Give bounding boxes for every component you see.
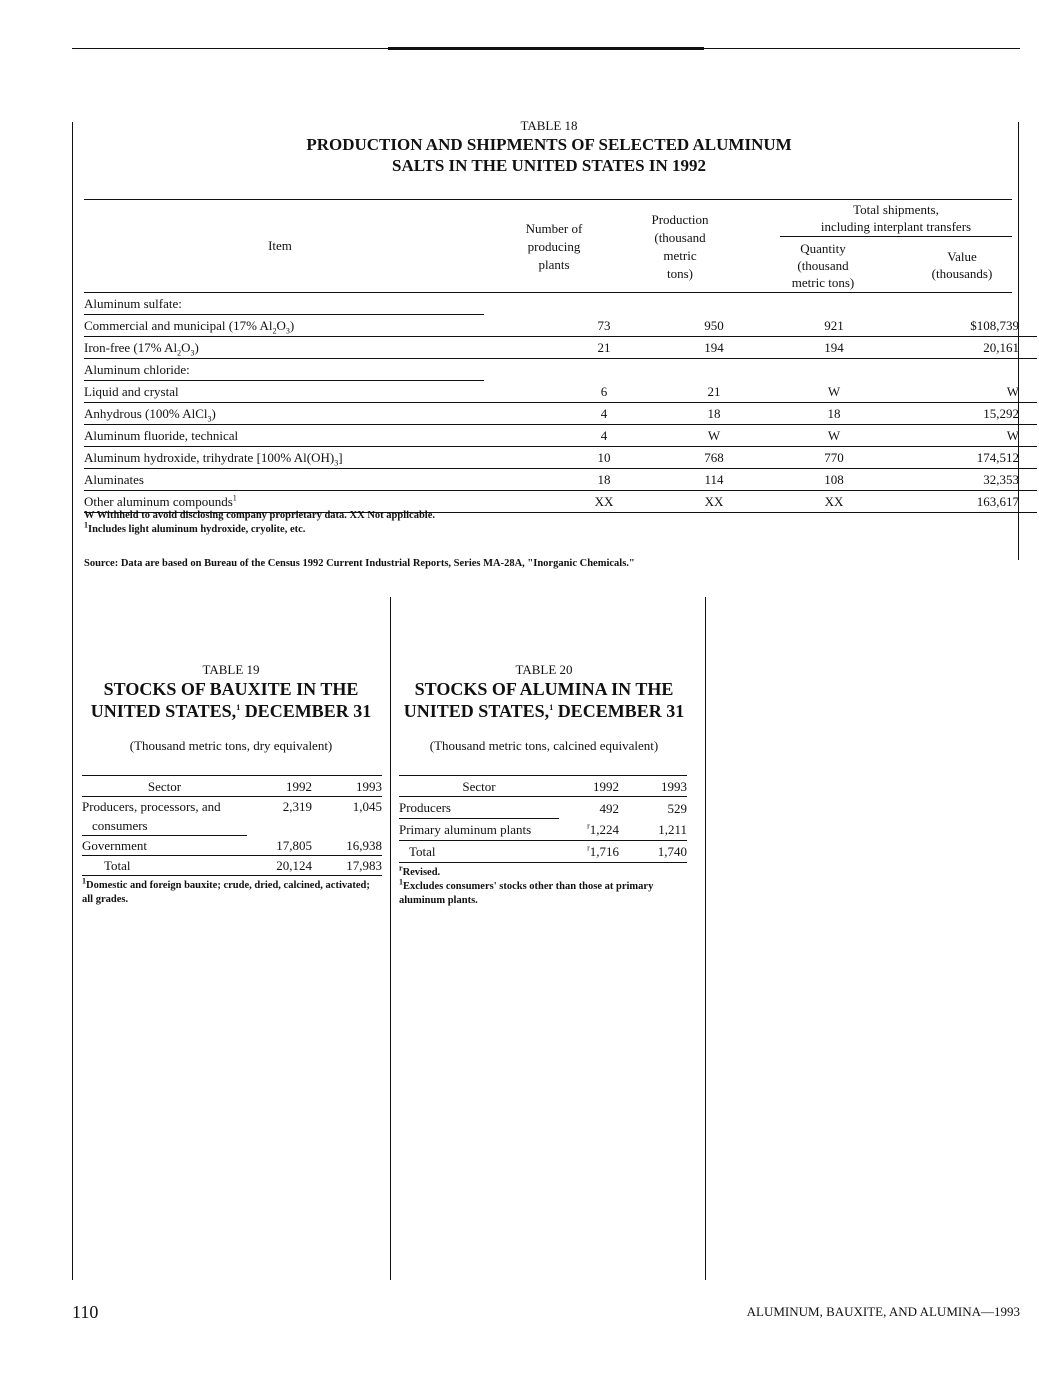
table-row: Total 20,124 17,983 — [82, 856, 382, 876]
table20-title-line1: STOCKS OF ALUMINA IN THE — [414, 679, 674, 699]
middle-column-rule-1 — [390, 597, 391, 1280]
table-row: Commercial and municipal (17% $Al_2O_3$) 73 950 921 $108,739 — [84, 315, 1037, 337]
running-footer: ALUMINUM, BAUXITE, AND ALUMINA—1993 — [746, 1304, 1020, 1319]
table-row: Aluminum hydroxide, trihydrate [100% $Al(OH)_3$] 10 768 770 174,512 — [84, 447, 1037, 469]
table20-table-wrap — [399, 775, 687, 908]
table18-footnote-1: W Withheld to avoid disclosing company proprietary data. XX Not applicable. — [84, 510, 436, 521]
table19-title-line1: STOCKS OF BAUXITE IN THE — [103, 679, 359, 699]
table-row: Aluminum sulfate: — [84, 293, 1037, 315]
table18-header-value: Value (thousands) — [931, 249, 993, 281]
table18-table — [84, 293, 1037, 513]
table18-header-shipments: Total shipments, including interplant transfers — [820, 202, 972, 234]
table-row: Liquid and crystal 6 21 W W — [84, 381, 1037, 403]
table19-table-wrap — [82, 775, 382, 907]
table18-footnote-2: $^1$Includes light aluminum hydroxide, cryolite, etc. — [84, 520, 306, 535]
table18-number: TABLE 18 — [520, 118, 578, 133]
table-row: Total $^r$1,716 1,740 — [399, 841, 687, 863]
table-row: Producers, processors, and consumers 2,319 1,045 — [82, 797, 382, 836]
table-row: Primary aluminum plants $^r$1,224 1,211 — [399, 819, 687, 841]
table20-footnote-revised: $^r$Revised. — [399, 863, 441, 878]
table18-header-plants: Number of producing plants — [525, 221, 583, 272]
table-row: Producers 492 529 — [399, 797, 687, 819]
table-row: Sector 1992 1993 — [399, 777, 687, 797]
table18-body — [84, 293, 1037, 513]
table18-header-item: Item — [268, 238, 292, 253]
table18-title-line2: SALTS IN THE UNITED STATES IN 1992 — [392, 156, 706, 175]
table18-shipments-rule — [780, 236, 1012, 237]
table18-block — [84, 118, 1014, 176]
top-rule-thick — [388, 47, 704, 50]
table20-title-line2: UNITED STATES,$^1$ DECEMBER 31 — [403, 701, 685, 721]
table-row: Aluminum fluoride, technical 4 W W W — [84, 425, 1037, 447]
table18-source: Source: Data are based on Bureau of the Census 1992 Current Industrial Reports, Series MA-28A, "Inorganic Chemicals." — [84, 558, 635, 569]
table18-header-top-rule — [84, 199, 1012, 200]
table19-number: TABLE 19 — [202, 662, 260, 677]
table19-footnote: $^1$Domestic and foreign bauxite; crude, dried, calcined, activated; all grades. — [82, 876, 370, 905]
table-row: Government 17,805 16,938 — [82, 836, 382, 856]
table20-footnote: $^1$Excludes consumers' stocks other than those at primary aluminum plants. — [399, 877, 654, 906]
table-row: Anhydrous (100% AlCl$_3$) 4 18 18 15,292 — [84, 403, 1037, 425]
table20-number: TABLE 20 — [515, 662, 573, 677]
table18-title-line1: PRODUCTION AND SHIPMENTS OF SELECTED ALUMINUM — [306, 135, 792, 154]
page-number: 110 — [72, 1302, 99, 1322]
middle-column-rule-2 — [705, 597, 706, 1280]
table-row: Other aluminum compounds$^1$ XX XX XX 163,617 — [84, 491, 1037, 513]
table19-subtitle: (Thousand metric tons, dry equivalent) — [129, 738, 333, 753]
table20-block — [396, 662, 692, 754]
table-row: Aluminates 18 114 108 32,353 — [84, 469, 1037, 491]
left-column-rule — [72, 122, 73, 1280]
table19-table — [82, 777, 382, 876]
table18-header-production: Production (thousand metric tons) — [651, 212, 709, 281]
table18-header-quantity: Quantity (thousand metric tons) — [791, 241, 855, 290]
table19-block — [80, 662, 382, 754]
table-row: Iron-free (17% $Al_2O_3$) 21 194 194 20,161 — [84, 337, 1037, 359]
table-row: Aluminum chloride: — [84, 359, 1037, 381]
table18-footnotes — [84, 509, 684, 537]
table19-title-line2: UNITED STATES,$^1$ DECEMBER 31 — [90, 701, 372, 721]
table-row: Sector 1992 1993 — [82, 777, 382, 797]
table20-table — [399, 777, 687, 863]
table20-subtitle: (Thousand metric tons, calcined equivalent) — [429, 738, 659, 753]
